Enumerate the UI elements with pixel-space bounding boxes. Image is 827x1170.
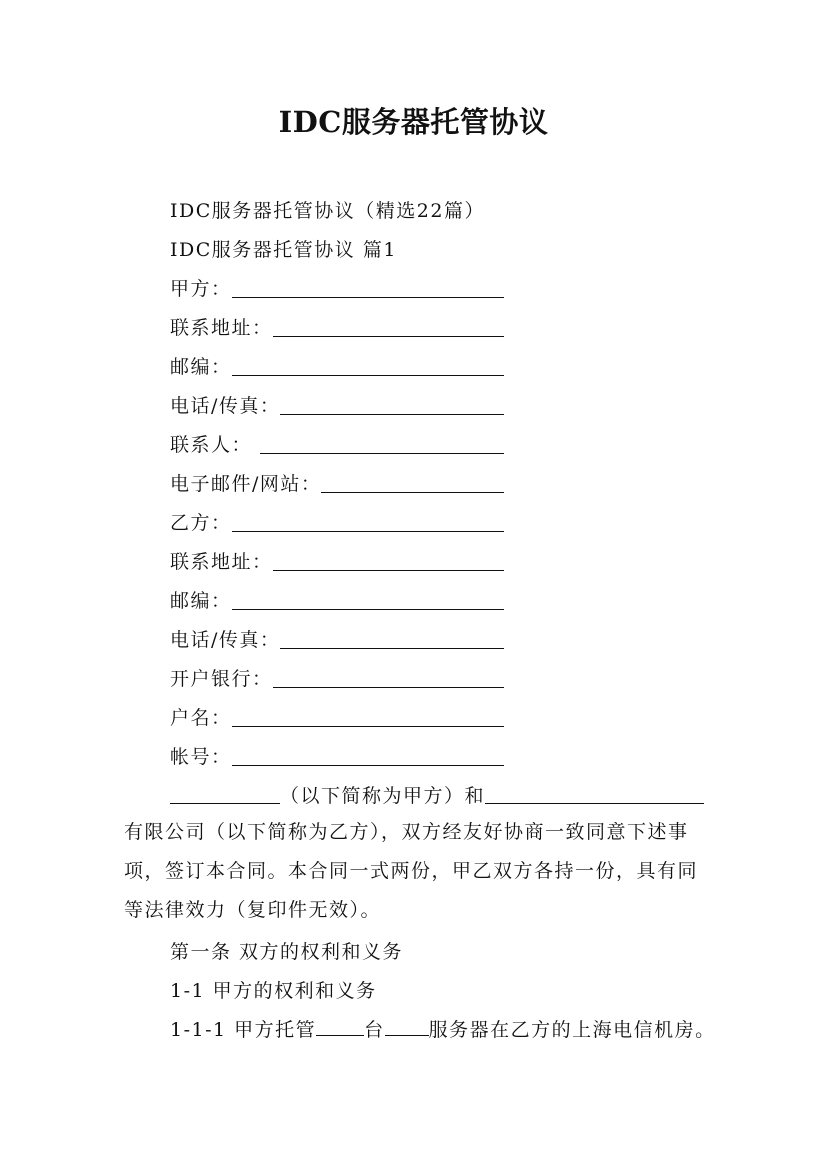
field-label: 电话/传真：: [170, 395, 281, 417]
clause-text-suffix: 服务器在乙方的上海电信机房。: [428, 1019, 716, 1041]
fill-in-blank: [485, 783, 704, 804]
fill-in-blank: [232, 705, 504, 727]
party-a-contact-field: [170, 432, 504, 458]
fill-in-blank: [280, 627, 504, 649]
article-heading: 第一条 双方的权利和义务: [170, 941, 404, 963]
party-b-name-field: [170, 510, 504, 536]
fill-in-blank: [321, 471, 504, 493]
fill-in-blank: [385, 1017, 429, 1036]
field-label: 电话/传真：: [170, 629, 281, 651]
clause-heading: 1-1 甲方的权利和义务: [170, 980, 377, 1002]
fill-in-blank: [170, 783, 280, 804]
field-label: 帐号：: [170, 746, 232, 768]
fill-in-blank: [273, 666, 504, 688]
document-subtitle: IDC服务器托管协议（精选22篇）: [170, 200, 485, 222]
party-a-phone-fax-field: [170, 393, 504, 419]
document-title: IDC服务器托管协议: [278, 105, 549, 139]
fill-in-blank: [280, 393, 504, 415]
field-label: 电子邮件/网站：: [170, 473, 322, 495]
field-label: 甲方：: [170, 278, 232, 300]
clause-text-prefix: 1-1-1 甲方托管: [170, 1019, 317, 1041]
agreement-paragraph: 有限公司（以下简称为乙方），双方经友好协商一致同意下述事项，签订本合同。本合同一式两份，甲乙双方各持一份，具有同等法律效力（复印件无效）。: [124, 821, 699, 921]
party-a-email-website-field: [170, 471, 504, 497]
field-label: 联系地址：: [170, 551, 273, 573]
party-b-account-number-field: [170, 744, 504, 770]
party-a-name-field: [170, 276, 504, 302]
field-label: 邮编：: [170, 356, 232, 378]
fill-in-blank: [232, 276, 504, 298]
fill-in-blank: [232, 588, 504, 610]
fill-in-blank: [232, 744, 504, 766]
party-b-phone-fax-field: [170, 627, 504, 653]
section-heading: IDC服务器托管协议 篇1: [170, 239, 397, 261]
agreement-parties-line: [170, 783, 704, 809]
field-label: 户名：: [170, 707, 232, 729]
fill-in-blank: [316, 1017, 364, 1036]
field-label: 联系人：: [170, 434, 260, 456]
party-a-address-field: [170, 315, 504, 341]
fill-in-blank: [273, 549, 504, 571]
field-label: 开户银行：: [170, 668, 273, 690]
fill-in-blank: [232, 510, 504, 532]
fill-in-blank: [273, 315, 504, 337]
field-label: 联系地址：: [170, 317, 273, 339]
party-b-address-field: [170, 549, 504, 575]
fill-in-blank: [260, 432, 504, 454]
party-a-postcode-field: [170, 354, 504, 380]
party-b-bank-field: [170, 666, 504, 692]
party-b-account-name-field: [170, 705, 504, 731]
fill-in-blank: [232, 354, 504, 376]
field-label: 邮编：: [170, 590, 232, 612]
agreement-parties-text: （以下简称为甲方）和: [280, 785, 486, 807]
clause-1-1-1: [170, 1017, 716, 1043]
field-label: 乙方：: [170, 512, 232, 534]
clause-text-mid: 台: [364, 1019, 385, 1041]
party-b-postcode-field: [170, 588, 504, 614]
